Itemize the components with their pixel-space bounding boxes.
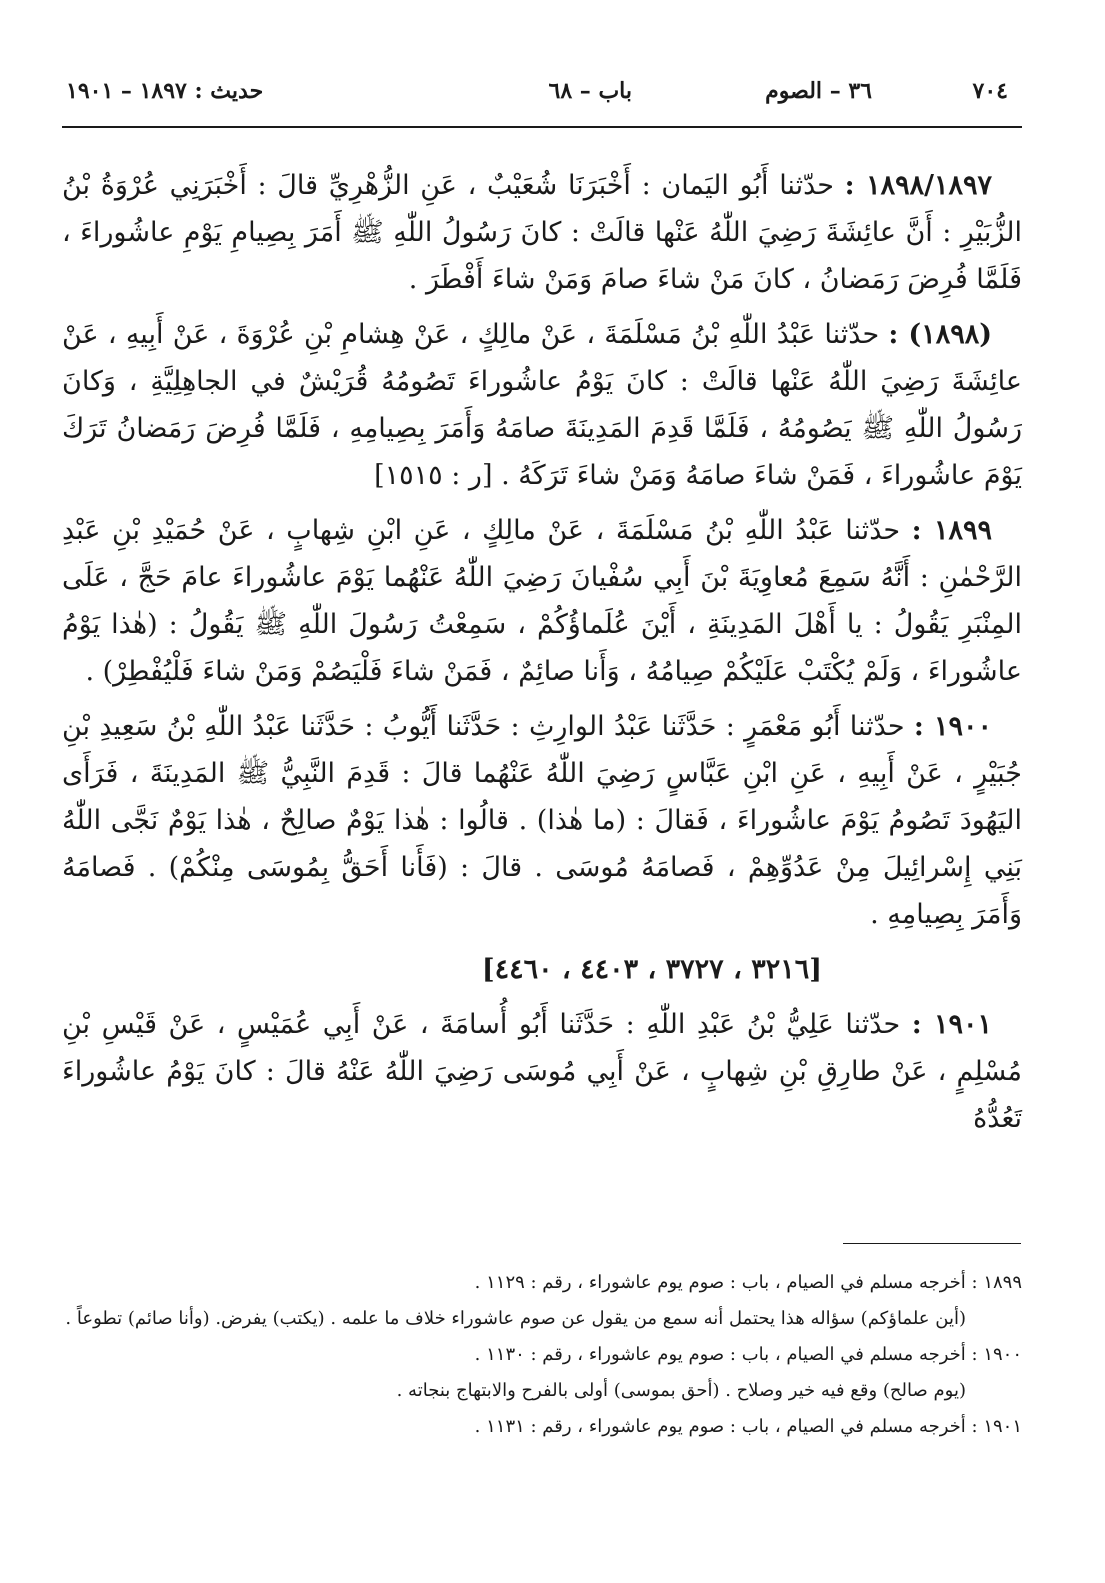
hadith-paragraph	[62, 703, 1022, 938]
footnote-gloss: (يوم صالح) وقع فيه خير وصلاح . (أحق بموسى) أولى بالفرح والابتهاج بنجاته .	[396, 1380, 966, 1401]
running-header	[62, 70, 1022, 114]
chapter-label: باب – ٦٨	[548, 78, 632, 104]
footnotes	[62, 1268, 1022, 1448]
hadith-paragraph	[62, 162, 1022, 303]
hadith-text: حدّثنا أَبُو اليَمان : أَخْبَرَنَا شُعَيْبٌ ، عَنِ الزُّهْرِيِّ قالَ : أَخْبَرَنِي عُرْوَةُ بْنُ الزُّبَيْرِ : أَنَّ عائِشَةَ رَضِيَ اللّٰهُ عَنْها قالَتْ : كانَ رَسُولُ اللّٰهِ ﷺ أَمَرَ بِصِيامِ يَوْمِ عاشُوراءَ ، فَلَمَّا فُرِضَ رَمَضانُ ، كانَ مَنْ شاءَ صامَ وَمَنْ شاءَ أَفْطَرَ .	[62, 170, 1022, 295]
footnote: ١٩٠٠ : أخرجه مسلم في الصيام ، باب : صوم يوم عاشوراء ، رقم : ١١٣٠ .	[474, 1344, 1022, 1365]
hadith-paragraph	[62, 1001, 1022, 1142]
hadith-text: حدّثنا أَبُو مَعْمَرٍ : حَدَّثَنا عَبْدُ الوارِثِ : حَدَّثَنا أَيُّوبُ : حَدَّثَنا عَبْدُ اللّٰهِ بْنُ سَعِيدِ بْنِ جُبَيْرٍ ، عَنْ أَبِيهِ ، عَنِ ابْنِ عَبَّاسٍ رَضِيَ اللّٰهُ عَنْهُما قالَ : قَدِمَ النَّبِيُّ ﷺ المَدِينَةَ ، فَرَأَى اليَهُودَ تَصُومُ يَوْمَ عاشُوراءَ ، فَقالَ : (ما هٰذا) . قالُوا : هٰذا يَوْمٌ صالِحٌ ، هٰذا يَوْمٌ نَجَّى اللّٰهُ بَنِي إِسْرائِيلَ مِنْ عَدُوِّهِمْ ، فَصامَهُ مُوسَى . قالَ : (فَأَنا أَحَقُّ بِمُوسَى مِنْكُمْ) . فَصامَهُ وَأَمَرَ بِصِيامِهِ .	[62, 711, 1022, 930]
footnote: ١٨٩٩ : أخرجه مسلم في الصيام ، باب : صوم يوم عاشوراء ، رقم : ١١٢٩ .	[474, 1272, 1022, 1293]
hadith-number: ١٨٩٩ :	[911, 515, 992, 546]
footnote-gloss: (أين علماؤكم) سؤاله هذا يحتمل أنه سمع من يقول عن صوم عاشوراء خلاف ما علمه . (يكتب) يفرض. (وأنا صائم) تطوعاً .	[65, 1308, 966, 1329]
hadith-number: (١٨٩٨) :	[888, 319, 992, 350]
hadith-text: حدّثنا عَلِيُّ بْنُ عَبْدِ اللّٰهِ : حَدَّثَنا أَبُو أُسامَةَ ، عَنْ أَبِي عُمَيْسٍ ، عَنْ قَيْسِ بْنِ مُسْلِمٍ ، عَنْ طارِقِ بْنِ شِهابٍ ، عَنْ أَبِي مُوسَى رَضِيَ اللّٰهُ عَنْهُ قالَ : كانَ يَوْمُ عاشُوراءَ تَعُدُّهُ	[62, 1009, 1022, 1134]
running-header-container	[62, 70, 1022, 114]
cross-reference: [٣٢١٦ ، ٣٧٢٧ ، ٤٤٠٣ ، ٤٤٦٠]	[481, 954, 822, 985]
main-text	[62, 162, 1022, 1150]
hadith-paragraph	[62, 507, 1022, 695]
hadith-range: حديث : ١٨٩٧ – ١٩٠١	[66, 78, 264, 104]
hadith-number: ١٨٩٨/١٨٩٧ :	[844, 170, 992, 201]
hadith-number: ١٩٠١ :	[911, 1009, 992, 1040]
book-title: ٣٦ – الصوم	[765, 78, 872, 104]
footnote: ١٩٠١ : أخرجه مسلم في الصيام ، باب : صوم يوم عاشوراء ، رقم : ١١٣١ .	[474, 1416, 1022, 1437]
hadith-text: حدّثنا عَبْدُ اللّٰهِ بْنُ مَسْلَمَةَ ، عَنْ مالِكٍ ، عَنِ ابْنِ شِهابٍ ، عَنْ حُمَيْدِ بْنِ عَبْدِ الرَّحْمٰنِ : أَنَّهُ سَمِعَ مُعاوِيَةَ بْنَ أَبِي سُفْيانَ رَضِيَ اللّٰهُ عَنْهُما يَوْمَ عاشُوراءَ عامَ حَجَّ ، عَلَى المِنْبَرِ يَقُولُ : يا أَهْلَ المَدِينَةِ ، أَيْنَ عُلَماؤُكُمْ ، سَمِعْتُ رَسُولَ اللّٰهِ ﷺ يَقُولُ : (هٰذا يَوْمُ عاشُوراءَ ، وَلَمْ يُكْتَبْ عَلَيْكُمْ صِيامُهُ ، وَأَنا صائِمٌ ، فَمَنْ شاءَ فَلْيَصُمْ وَمَنْ شاءَ فَلْيُفْطِرْ) .	[62, 515, 1022, 687]
hadith-text: حدّثنا عَبْدُ اللّٰهِ بْنُ مَسْلَمَةَ ، عَنْ مالِكٍ ، عَنْ هِشامِ بْنِ عُرْوَةَ ، عَنْ أَبِيهِ ، عَنْ عائِشَةَ رَضِيَ اللّٰهُ عَنْها قالَتْ : كانَ يَوْمُ عاشُوراءَ تَصُومُهُ قُرَيْشٌ في الجاهِلِيَّةِ ، وَكانَ رَسُولُ اللّٰهِ ﷺ يَصُومُهُ ، فَلَمَّا قَدِمَ المَدِينَةَ صامَهُ وَأَمَرَ بِصِيامِهِ ، فَلَمَّا فُرِضَ رَمَضانُ تَرَكَ يَوْمَ عاشُوراءَ ، فَمَنْ شاءَ صامَهُ وَمَنْ شاءَ تَرَكَهُ . [ر : ١٥١٥]	[62, 319, 1022, 491]
hadith-paragraph	[62, 311, 1022, 499]
header-divider	[62, 126, 1022, 128]
footnote-divider	[843, 1243, 1021, 1244]
hadith-number: ١٩٠٠ :	[913, 711, 992, 742]
page-number: ٧٠٤	[972, 78, 1008, 104]
